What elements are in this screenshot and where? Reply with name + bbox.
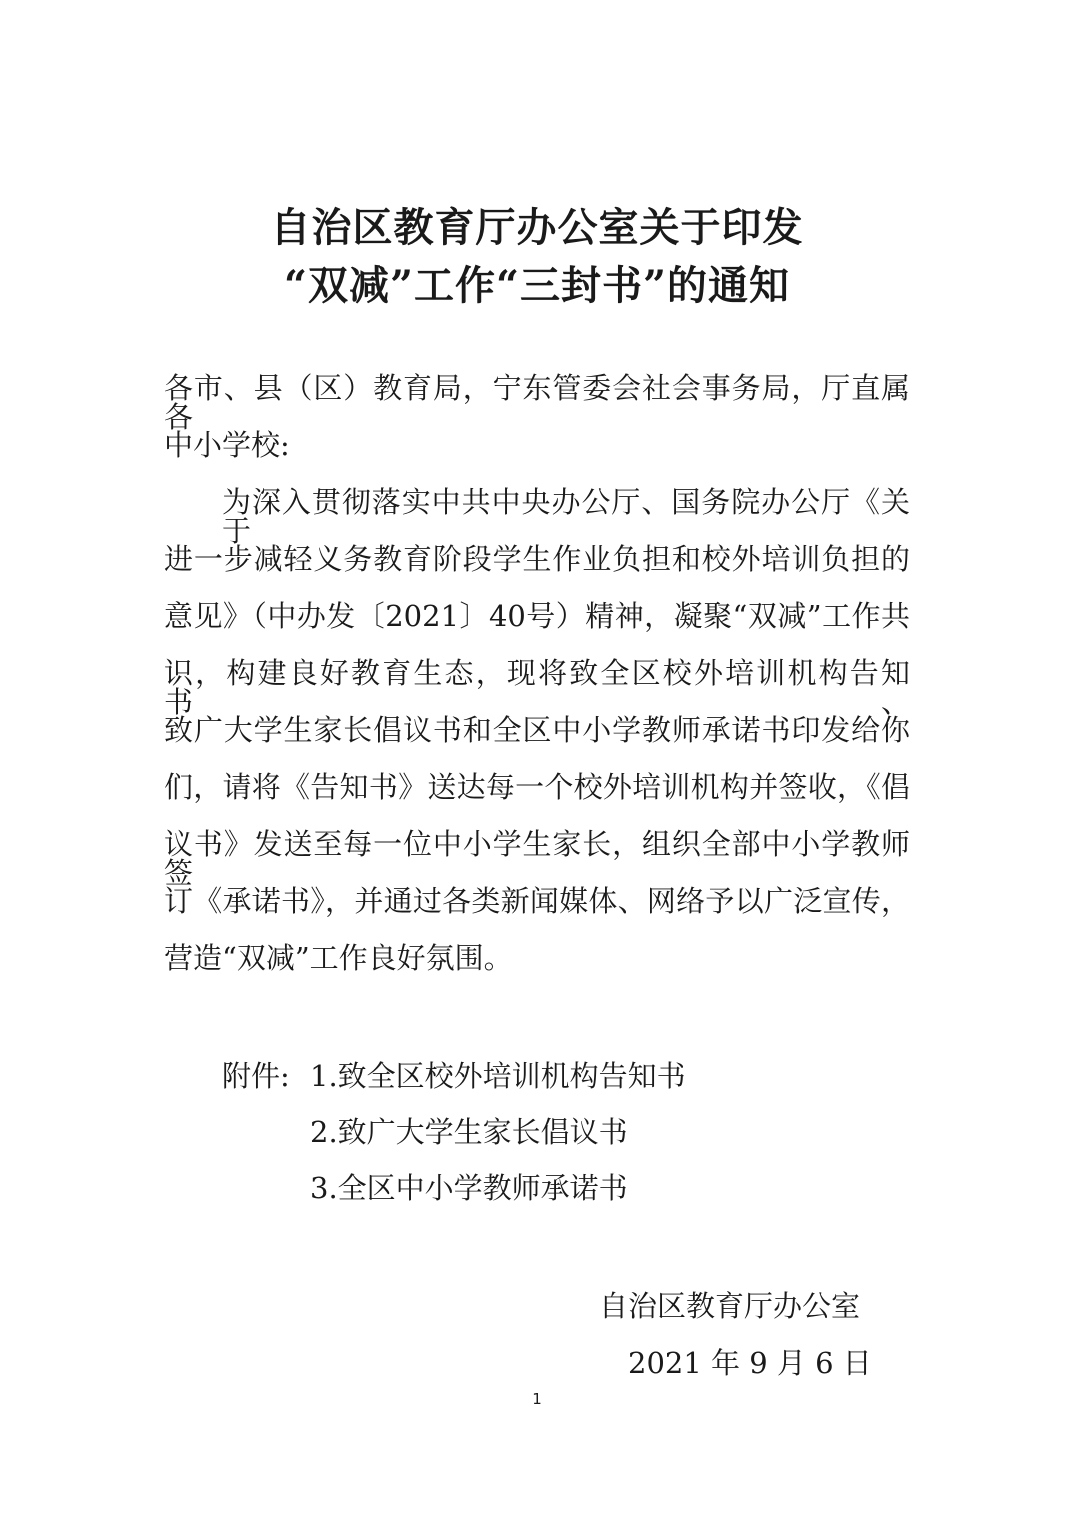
issue-date: 2021 年 9 月 6 日	[628, 1346, 872, 1380]
body-line-5: 致广大学生家长倡议书和全区中小学教师承诺书印发给你	[164, 713, 910, 747]
document-title-line-2: “双减”工作“三封书”的通知	[283, 262, 791, 309]
salutation-line-1: 各市、县（区）教育局，宁东管委会社会事务局，厅直属各	[164, 371, 910, 434]
attachment-item-3: 3.全区中小学教师承诺书	[310, 1171, 628, 1205]
attachment-item-2: 2.致广大学生家长倡议书	[310, 1115, 628, 1149]
page-number: 1	[532, 1390, 542, 1408]
issuer-signature: 自治区教育厅办公室	[599, 1289, 861, 1323]
body-line-9: 营造“双减”工作良好氛围。	[164, 941, 513, 975]
attachments-label: 附件:	[222, 1059, 290, 1093]
body-line-4: 识，构建良好教育生态，现将致全区校外培训机构告知书、	[164, 656, 910, 719]
body-line-6: 们，请将《告知书》送达每一个校外培训机构并签收，《倡	[164, 770, 910, 804]
body-line-1: 为深入贯彻落实中共中央办公厅、国务院办公厅《关于	[222, 485, 910, 548]
body-line-2: 进一步减轻义务教育阶段学生作业负担和校外培训负担的	[164, 542, 910, 576]
document-title-line-1: 自治区教育厅办公室关于印发	[270, 204, 804, 251]
attachment-item-1: 1.致全区校外培训机构告知书	[310, 1059, 686, 1093]
body-line-7: 议书》发送至每一位中小学生家长，组织全部中小学教师签	[164, 827, 910, 890]
body-line-8: 订《承诺书》，并通过各类新闻媒体、网络予以广泛宣传，	[164, 884, 910, 918]
salutation-line-2: 中小学校:	[164, 428, 290, 462]
body-line-3: 意见》（中办发〔2021〕40号）精神，凝聚“双减”工作共	[164, 599, 910, 633]
